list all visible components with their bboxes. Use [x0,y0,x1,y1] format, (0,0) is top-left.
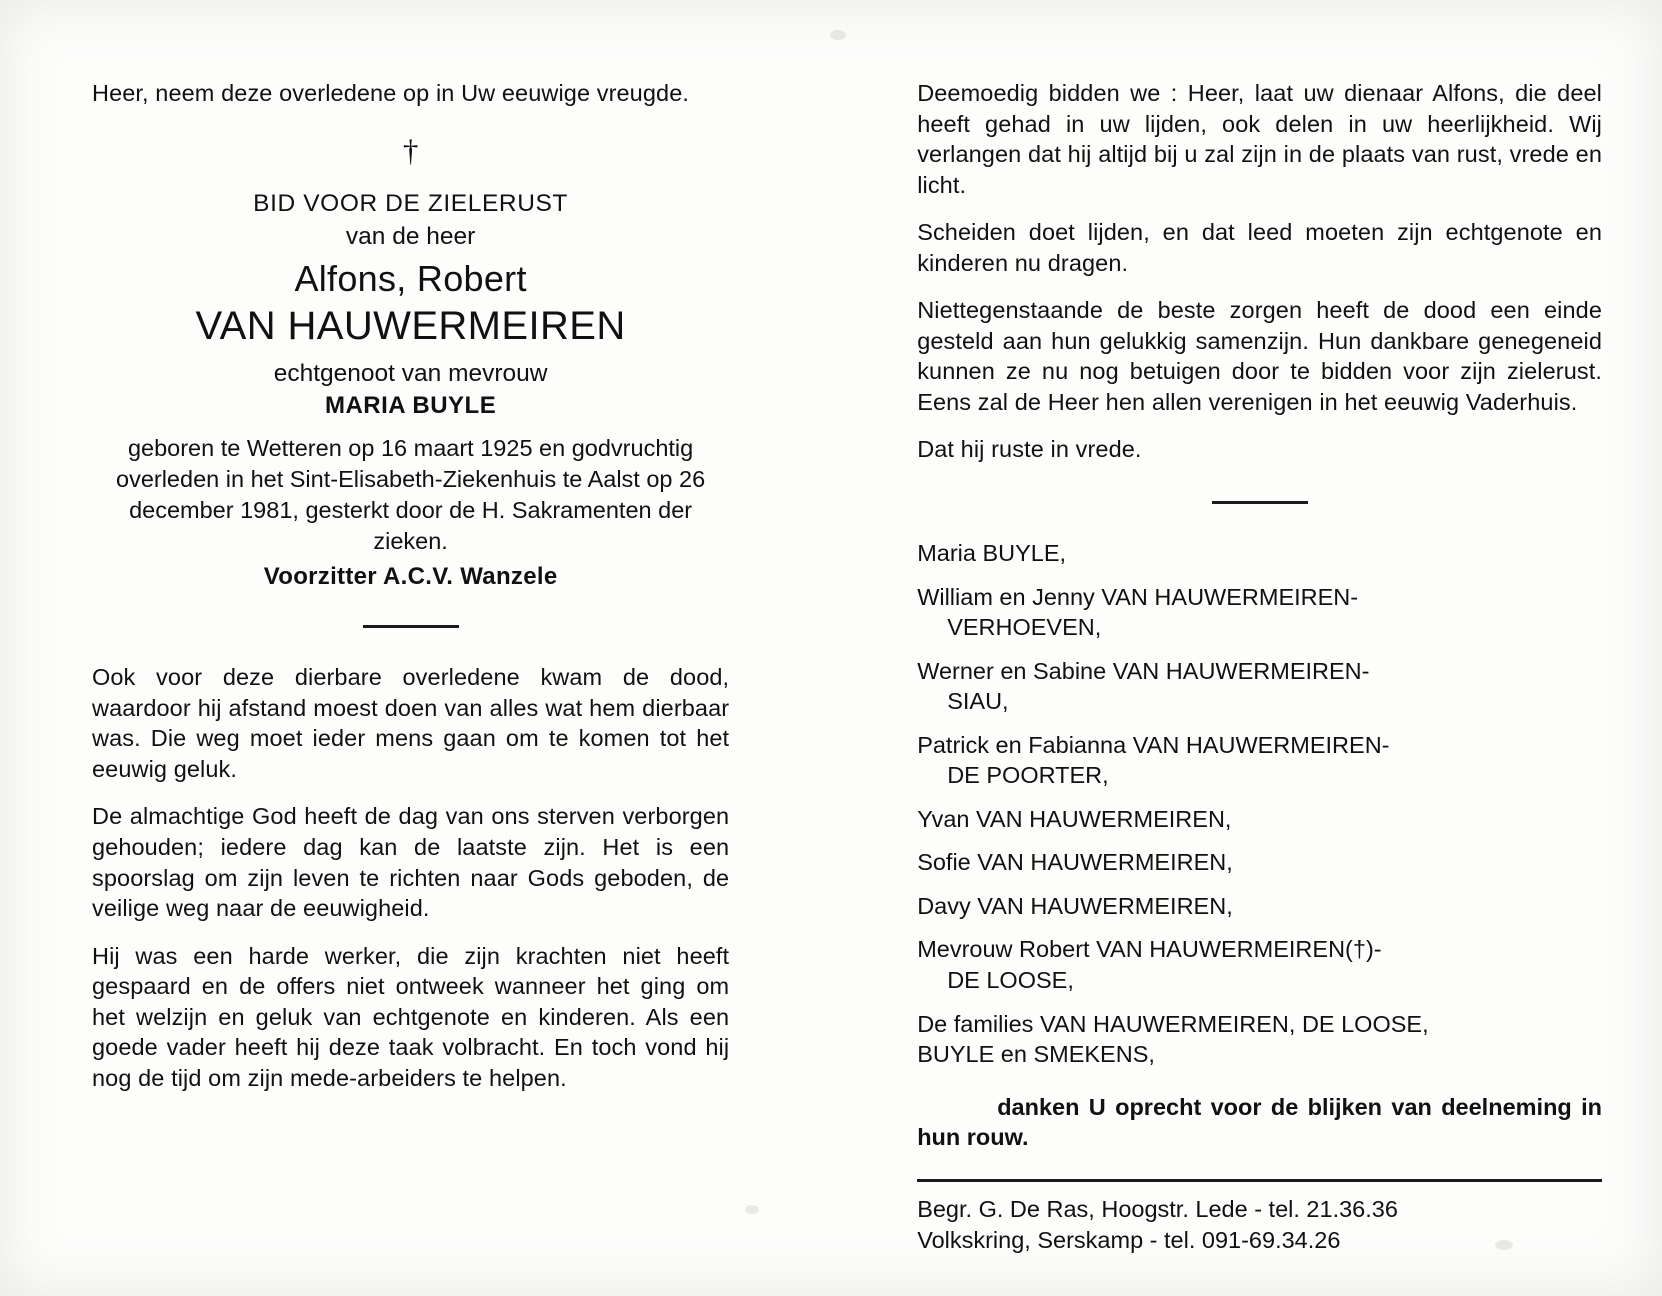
family-name-main: De families VAN HAUWERMEIREN, DE LOOSE, [917,1010,1429,1037]
cross-icon: † [402,132,419,168]
spouse-intro-label: echtgenoot van mevrouw [273,360,548,388]
list-item [917,1009,1602,1070]
undertaker-line-1: Begr. G. De Ras, Hoogstr. Lede - tel. 21.36.36 [917,1195,1398,1222]
paper-smudge-3 [1495,1240,1513,1250]
list-item [917,891,1602,922]
family-name-main: Mevrouw Robert VAN HAUWERMEIREN(†)- [917,936,1382,963]
divider-left [363,625,459,628]
undertaker-line-2: Volkskring, Serskamp - tel. 091-69.34.26 [917,1226,1341,1253]
right-paragraph-4: Dat hij ruste in vrede. [917,436,1142,463]
list-item [917,656,1602,717]
list-item [917,538,1602,569]
right-column [917,78,1602,1256]
right-paragraph-1: Deemoedig bidden we : Heer, laat uw dienaar Alfons, die deel heeft gehad in uw lijden, ook delen in uw heerlijkheid. Wij verlangen dat hij altijd bij u zal zijn in de plaats van rust, vrede en licht. [917,80,1602,198]
right-paragraph-3: Niettegenstaande de beste zorgen heeft de dood een einde gesteld aan hun gelukkig samenzijn. Hun dankbare genegeneid kunnen ze nu nog betuigen door te bidden voor zijn zielerust. Eens zal de Heer hen allen verenigen in het eeuwig Vaderhuis. [917,297,1602,415]
left-column [92,78,747,1256]
bid-voor-de-zielerust-heading: BID VOOR DE ZIELERUST [253,189,568,217]
family-name-main: Maria BUYLE, [917,540,1067,567]
van-de-heer-label: van de heer [345,222,476,250]
deceased-surname: VAN HAUWERMEIREN [195,304,626,349]
family-name-main: Davy VAN HAUWERMEIREN, [917,892,1233,919]
family-name-main: Sofie VAN HAUWERMEIREN, [917,849,1233,876]
family-name-cont: VERHOEVEN, [947,614,1102,641]
list-item [917,847,1602,878]
paper-smudge-1 [830,30,846,40]
thanks-text [917,1092,1602,1153]
family-name-cont: DE LOOSE, [947,967,1074,994]
list-item [917,804,1602,835]
left-paragraph-2: De almachtige God heeft de dag van ons sterven verborgen gehouden; iedere dag kan de laatste zijn. Het is een spoorslag om zijn leven te richten naar Gods geboden, de veilige weg naar de eeuwigheid. [92,803,730,922]
left-paragraph-1: Ook voor deze dierbare overledene kwam de dood, waardoor hij afstand moest doen van alles wat hem dierbaar was. Die weg moet ieder mens gaan om te komen tot het eeuwig geluk. [92,664,730,782]
list-item [917,582,1602,643]
list-item [917,730,1602,791]
paper-smudge-2 [745,1205,759,1214]
opening-prayer: Heer, neem deze overledene op in Uw eeuwige vreugde. [92,80,689,106]
family-name-main: Yvan VAN HAUWERMEIREN, [917,805,1232,832]
family-name-main-2: BUYLE en SMEKENS, [917,1041,1155,1068]
footer-divider [917,1179,1602,1182]
family-name-main: Patrick en Fabianna VAN HAUWERMEIREN- [917,731,1390,758]
list-item [917,934,1602,995]
family-name-main: William en Jenny VAN HAUWERMEIREN- [917,583,1359,610]
family-name-main: Werner en Sabine VAN HAUWERMEIREN- [917,657,1370,684]
divider-right [1212,501,1308,504]
family-list [917,538,1602,1070]
spouse-name: MARIA BUYLE [324,391,497,419]
honorary-title: Voorzitter A.C.V. Wanzele [263,563,558,591]
right-paragraph-2: Scheiden doet lijden, en dat leed moeten zijn echtgenote en kinderen nu dragen. [917,219,1602,276]
deceased-first-names: Alfons, Robert [294,257,527,299]
thanks-body: danken U oprecht voor de blijken van deelneming in hun rouw. [917,1093,1602,1151]
birth-death-details: geboren te Wetteren op 16 maart 1925 en godvruchtig overleden in het Sint-Elisabeth-Ziekenhuis te Aalst op 26 december 1981, gesterkt door de H. Sakramenten der zieken. [116,435,706,555]
family-name-cont: SIAU, [947,688,1009,715]
left-paragraph-3: Hij was een harde werker, die zijn krachten niet heeft gespaard en de offers niet ontweek wanneer het ging om het welzijn en geluk van echtgenote en kinderen. Als een goede vader heeft hij deze taak volbracht. En toch vond hij nog de tijd om zijn mede-arbeiders te helpen. [92,942,730,1091]
family-name-cont: DE POORTER, [947,762,1109,789]
